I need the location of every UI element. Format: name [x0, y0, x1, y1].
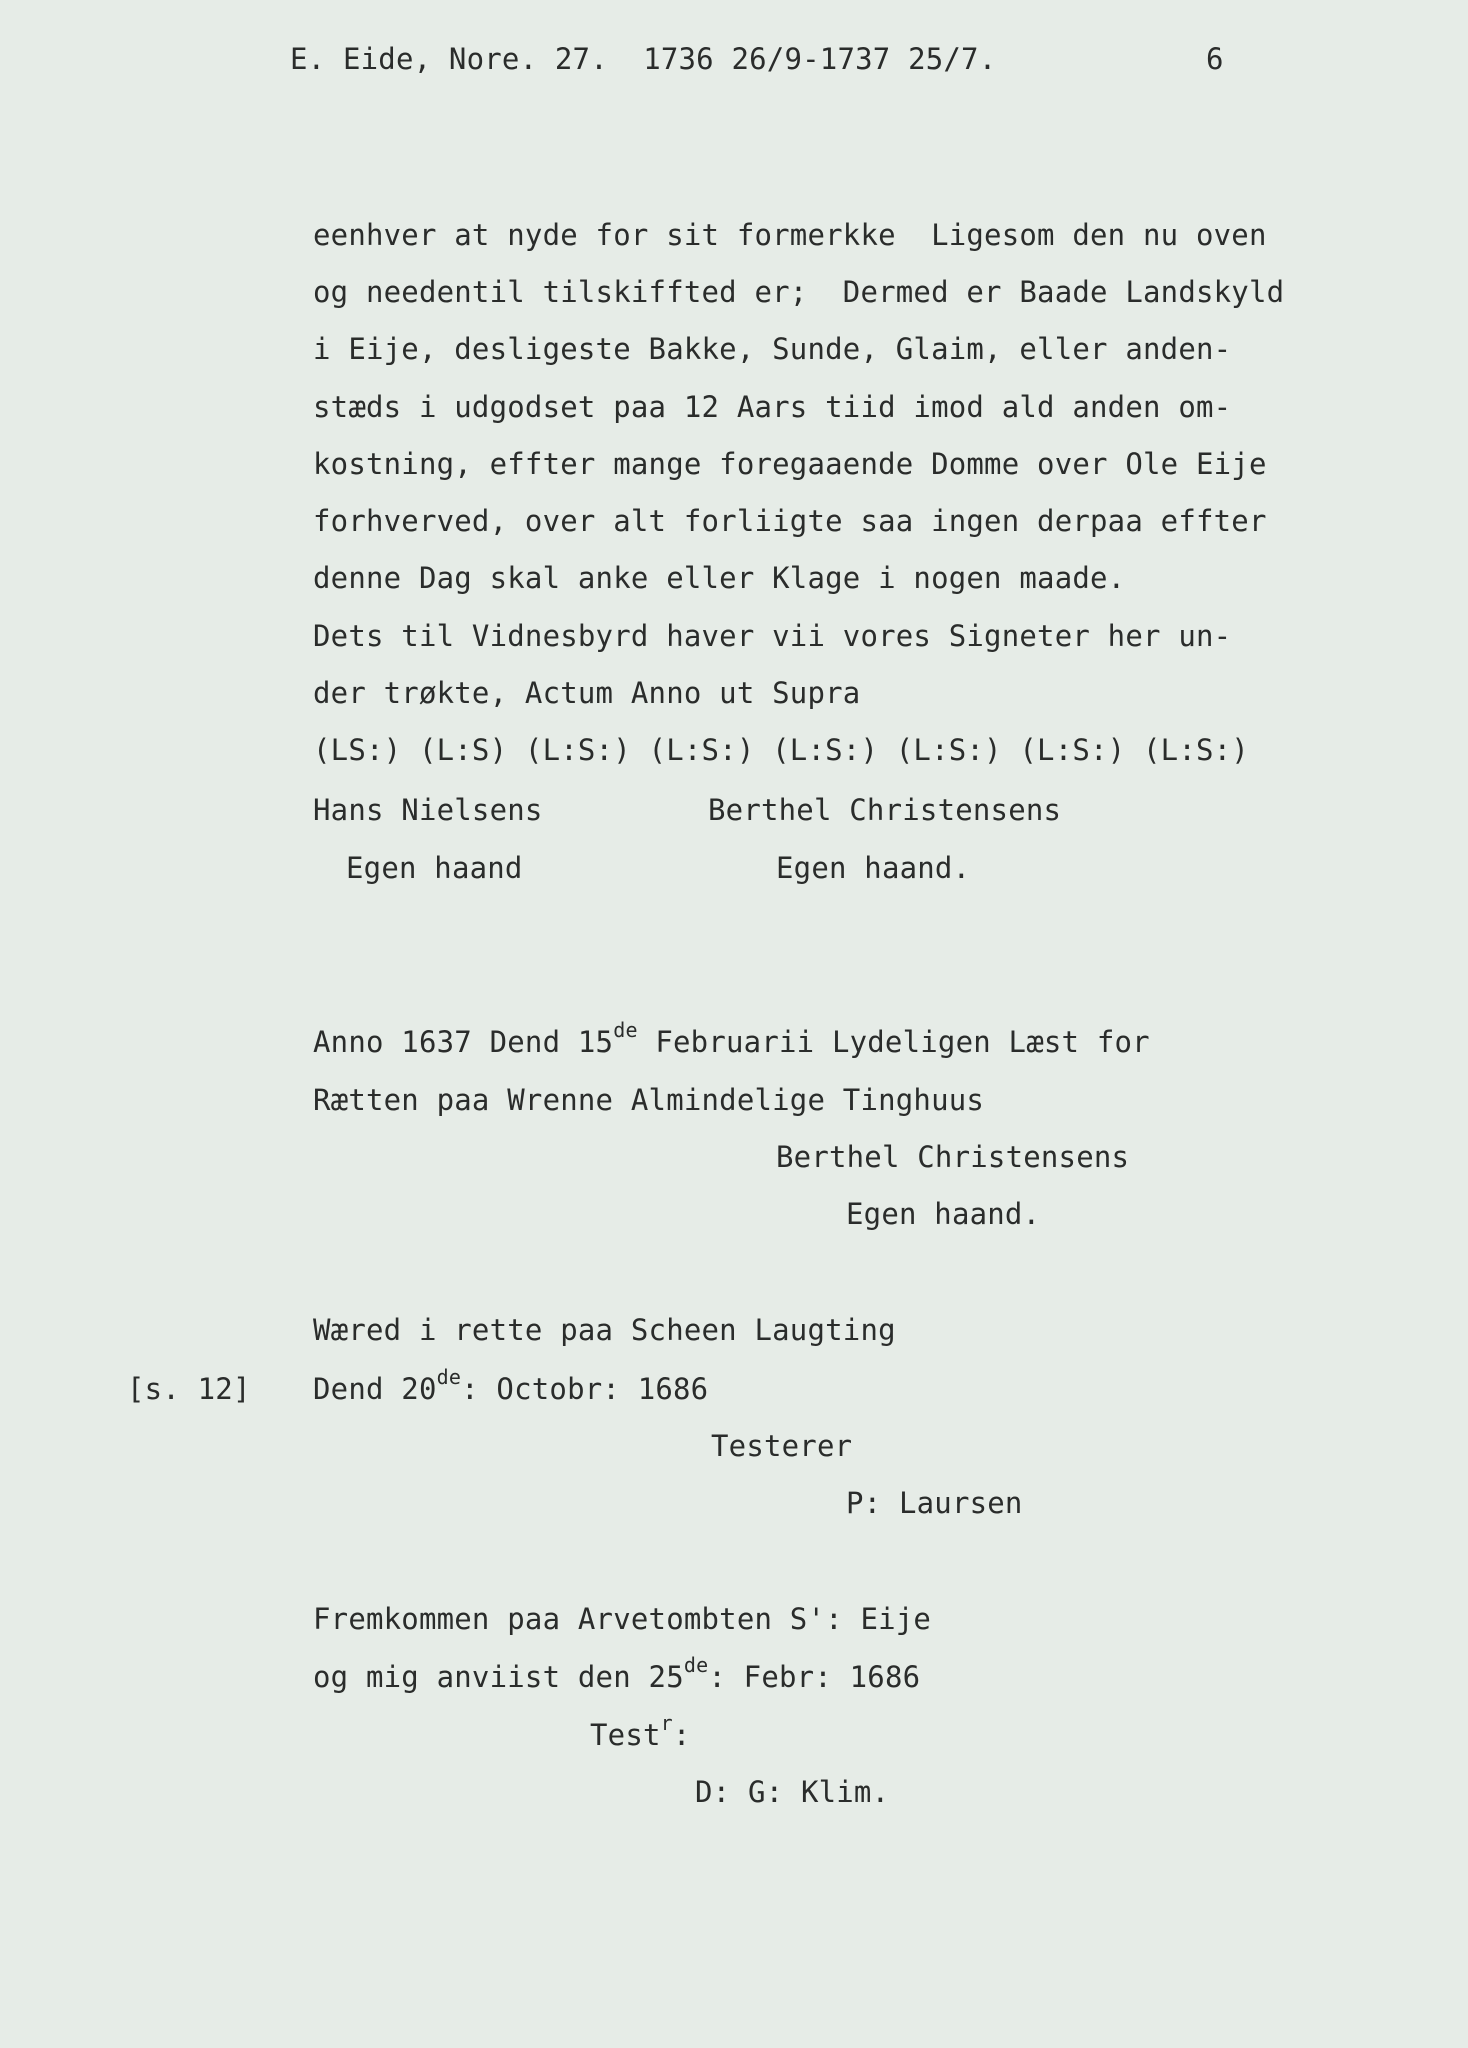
- arvetombten-line-2: [313, 1653, 921, 1694]
- reading-signer-note: Egen haand.: [846, 1197, 1041, 1231]
- paragraph-line-7: denne Dag skal anke eller Klage i nogen maade.: [313, 561, 1126, 595]
- arvetombten-line-2-superscript: de: [683, 1653, 709, 1678]
- paragraph-line-9: der trøkte, Actum Anno ut Supra: [313, 676, 861, 710]
- signature-left-name: Hans Nielsens: [313, 793, 543, 827]
- test-label-superscript: r: [660, 1711, 673, 1736]
- arvetombten-line-2-rest: : Febr: 1686: [708, 1660, 921, 1694]
- signature-left-note: Egen haand: [346, 851, 523, 885]
- laugting-line-2-rest: : Octobr: 1686: [461, 1372, 709, 1406]
- signature-right-note: Egen haand.: [776, 851, 971, 885]
- margin-note: [s. 12]: [127, 1372, 251, 1406]
- arvetombten-line-2-text: og mig anviist den 25: [313, 1660, 684, 1694]
- laugting-line-2-text: Dend 20: [313, 1372, 437, 1406]
- reading-signer: Berthel Christensens: [776, 1140, 1130, 1174]
- paragraph-line-3: i Eije, desligeste Bakke, Sunde, Glaim, eller anden-: [313, 332, 1232, 366]
- paragraph-line-1: eenhver at nyde for sit formerkke Ligesom den nu oven: [313, 218, 1267, 252]
- paragraph-line-2: og needentil tilskiffted er; Dermed er Baade Landskyld: [313, 275, 1285, 309]
- header-reference: E. Eide, Nore. 27. 1736 26/9-1737 25/7.: [290, 42, 997, 76]
- testerer-label: Testerer: [711, 1429, 853, 1463]
- reading-line-1: [313, 1018, 1150, 1059]
- page-number: 6: [1206, 42, 1224, 76]
- arvetombten-signer: D: G: Klim.: [695, 1775, 890, 1809]
- paragraph-line-6: forhverved, over alt forliigte saa ingen derpaa effter: [313, 504, 1267, 538]
- paragraph-line-5: kostning, effter mange foregaaende Domme over Ole Eije: [313, 447, 1267, 481]
- paragraph-line-4: stæds i udgodset paa 12 Aars tiid imod ald anden om-: [313, 390, 1232, 424]
- reading-line-1-superscript: de: [613, 1018, 638, 1043]
- reading-line-2: Rætten paa Wrenne Almindelige Tinghuus: [313, 1083, 985, 1117]
- test-label-colon: :: [672, 1718, 691, 1752]
- laugting-line-2-superscript: de: [436, 1365, 462, 1390]
- test-label: [590, 1711, 691, 1752]
- arvetombten-line-1: Fremkommen paa Arvetombten S': Eije: [313, 1602, 932, 1636]
- reading-line-1-text: Anno 1637 Dend 15: [313, 1025, 614, 1059]
- paragraph-line-8: Dets til Vidnesbyrd haver vii vores Signeter her un-: [313, 619, 1232, 653]
- seals-line: (LS:) (L:S) (L:S:) (L:S:) (L:S:) (L:S:) (L:S:) (L:S:): [313, 733, 1249, 767]
- reading-line-1-rest: Februarii Lydeligen Læst for: [637, 1025, 1150, 1059]
- test-label-text: Test: [590, 1718, 661, 1752]
- laugting-line-2: [313, 1365, 709, 1406]
- laugting-signer: P: Laursen: [846, 1486, 1023, 1520]
- signature-right-name: Berthel Christensens: [708, 793, 1062, 827]
- laugting-line-1: Wæred i rette paa Scheen Laugting: [313, 1313, 896, 1347]
